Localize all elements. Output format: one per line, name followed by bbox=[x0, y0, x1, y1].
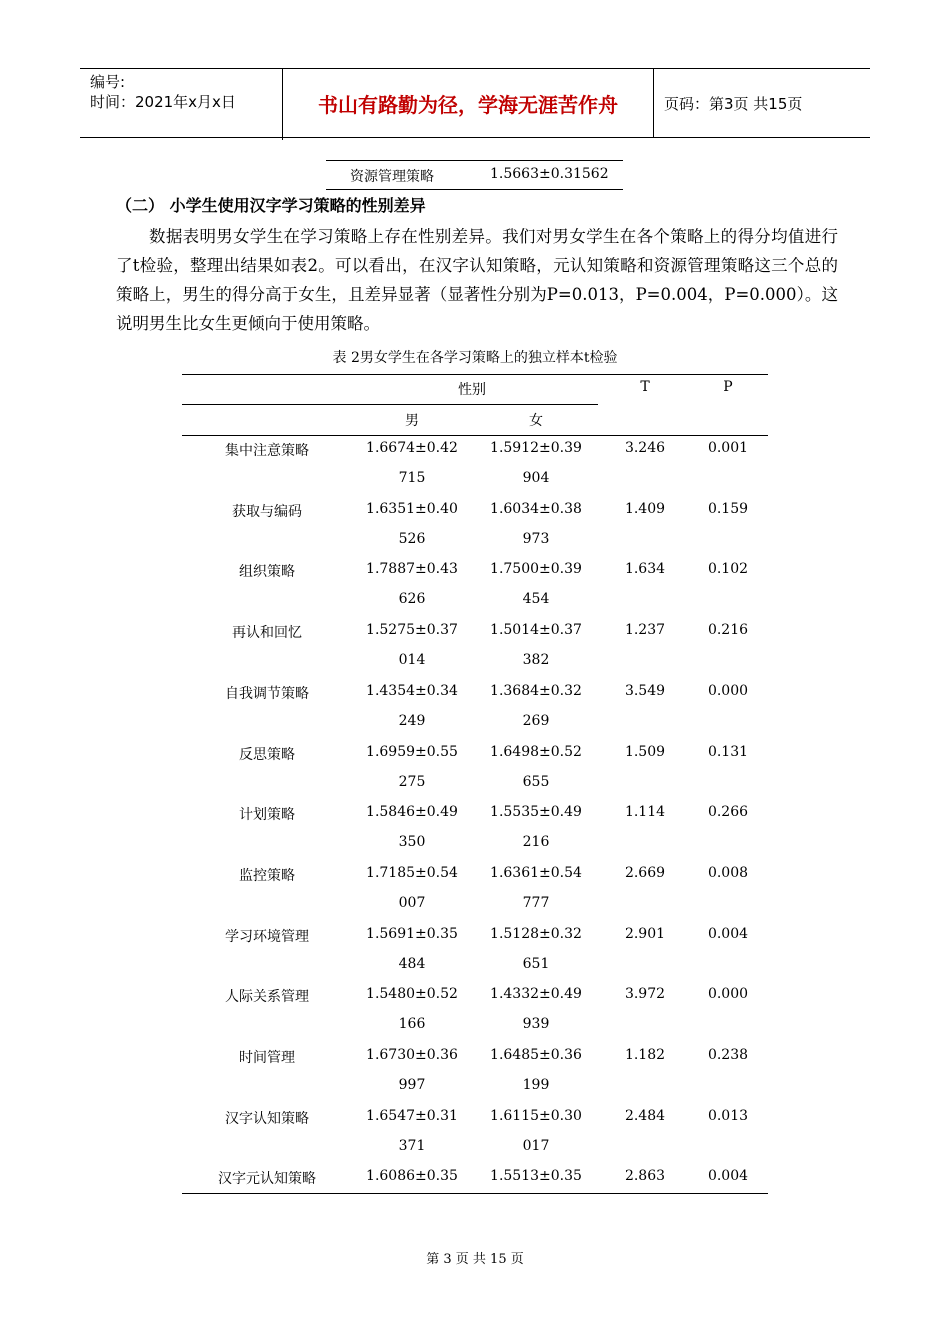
female-value-cont: 973 bbox=[522, 530, 550, 547]
table-top-rule bbox=[182, 374, 768, 375]
p-value: 0.013 bbox=[707, 1107, 749, 1124]
male-value-cont: 526 bbox=[398, 530, 426, 547]
p-value: 0.131 bbox=[707, 743, 749, 760]
p-value: 0.000 bbox=[707, 986, 749, 1003]
t-value: 1.237 bbox=[624, 622, 666, 639]
male-value: 1.6674±0.42 bbox=[366, 440, 458, 456]
female-value: 1.6498±0.52 bbox=[490, 743, 582, 760]
header-page-label: 页码：第3页 共15页 bbox=[664, 94, 803, 113]
row-name: 获取与编码 bbox=[232, 503, 302, 520]
row-name: 再认和回忆 bbox=[232, 625, 302, 642]
code-label: 编号: bbox=[90, 73, 126, 91]
female-value: 1.7500±0.39 bbox=[490, 561, 582, 578]
header-bottom-rule bbox=[182, 435, 768, 436]
female-value-cont: 382 bbox=[522, 652, 550, 669]
header-meta bbox=[80, 69, 283, 140]
t-value: 2.669 bbox=[624, 864, 666, 881]
female-value-cont: 651 bbox=[522, 955, 550, 972]
t-value: 1.634 bbox=[624, 561, 666, 578]
p-value: 0.159 bbox=[707, 500, 749, 517]
page-footer: 第 3 页 共 15 页 bbox=[426, 1252, 524, 1267]
section-title: （二） 小学生使用汉字学习策略的性别差异 bbox=[116, 196, 426, 215]
p-value: 0.266 bbox=[707, 804, 749, 821]
male-value: 1.4354±0.34 bbox=[366, 682, 458, 699]
female-value-cont: 017 bbox=[522, 1137, 550, 1154]
male-value-cont: 249 bbox=[398, 712, 426, 729]
t-value: 3.549 bbox=[624, 682, 666, 699]
female-value: 1.5128±0.32 bbox=[490, 925, 582, 942]
female-value: 1.5014±0.37 bbox=[490, 622, 582, 639]
p-value: 0.000 bbox=[707, 682, 749, 699]
t-test-table bbox=[182, 374, 768, 1194]
p-value: 0.216 bbox=[707, 622, 749, 639]
female-value-cont: 939 bbox=[522, 1016, 550, 1033]
male-value-cont: 166 bbox=[398, 1016, 426, 1033]
female-value: 1.3684±0.32 bbox=[490, 682, 582, 699]
male-value-cont: 350 bbox=[398, 834, 426, 851]
table-caption: 表 2男女学生在各学习策略上的独立样本t检验 bbox=[332, 350, 618, 366]
female-value: 1.4332±0.49 bbox=[490, 986, 582, 1003]
previous-table-row bbox=[326, 160, 623, 190]
male-value: 1.6351±0.40 bbox=[366, 500, 458, 517]
row-name: 集中注意策略 bbox=[225, 443, 309, 459]
male-value-cont: 484 bbox=[398, 955, 426, 972]
header-p: P bbox=[723, 379, 733, 395]
p-value: 0.238 bbox=[707, 1047, 749, 1063]
male-value-cont: 007 bbox=[398, 894, 426, 911]
row-name: 时间管理 bbox=[239, 1050, 295, 1066]
t-value: 3.246 bbox=[624, 440, 666, 456]
male-value: 1.5480±0.52 bbox=[366, 986, 458, 1003]
header-female: 女 bbox=[529, 413, 543, 429]
female-value: 1.5535±0.49 bbox=[490, 804, 582, 821]
row-name: 汉字元认知策略 bbox=[218, 1171, 316, 1188]
female-value-cont: 655 bbox=[522, 773, 550, 790]
female-value-cont: 199 bbox=[522, 1077, 550, 1093]
t-value: 2.484 bbox=[624, 1107, 666, 1124]
female-value: 1.5513±0.35 bbox=[490, 1168, 582, 1185]
header-t: T bbox=[640, 379, 650, 395]
male-value-cont: 626 bbox=[398, 591, 426, 608]
female-value: 1.5912±0.39 bbox=[490, 440, 582, 456]
male-value: 1.7887±0.43 bbox=[366, 561, 458, 578]
male-value: 1.6959±0.55 bbox=[366, 743, 458, 760]
male-value-cont: 275 bbox=[398, 773, 426, 790]
row-name: 学习环境管理 bbox=[225, 928, 309, 945]
body-paragraph: 数据表明男女学生在学习策略上存在性别差异。我们对男女学生在各个策略上的得分均值进行了t检验，整理出结果如表2。可以看出，在汉字认知策略，元认知策略和资源管理策略这三个总的策略上，男生的得分高于女生，且差异显著（显著性分别为P=0.013，P=0.004，P=0.000）。这说明男生比女生更倾向于使用策略。 bbox=[116, 227, 838, 333]
female-value: 1.6361±0.54 bbox=[490, 864, 582, 881]
male-value: 1.6547±0.31 bbox=[366, 1107, 458, 1124]
prev-row-name: 资源管理策略 bbox=[350, 169, 434, 185]
row-name: 监控策略 bbox=[239, 867, 295, 884]
t-value: 2.901 bbox=[624, 925, 666, 942]
female-value: 1.6115±0.30 bbox=[490, 1107, 582, 1124]
row-name: 汉字认知策略 bbox=[225, 1110, 309, 1127]
t-value: 2.863 bbox=[624, 1168, 666, 1185]
header-group-rule bbox=[182, 404, 598, 405]
female-value-cont: 777 bbox=[522, 894, 550, 911]
male-value: 1.5691±0.35 bbox=[366, 925, 458, 942]
male-value: 1.6086±0.35 bbox=[366, 1168, 458, 1185]
male-value-cont: 997 bbox=[398, 1077, 426, 1093]
row-name: 反思策略 bbox=[239, 746, 295, 763]
row-name: 组织策略 bbox=[239, 564, 295, 581]
header-male: 男 bbox=[405, 413, 419, 429]
female-value: 1.6034±0.38 bbox=[490, 500, 582, 517]
p-value: 0.004 bbox=[707, 1168, 749, 1185]
header-motto: 书山有路勤为径，学海无涯苦作舟 bbox=[283, 69, 654, 137]
header-gender: 性别 bbox=[458, 382, 486, 398]
male-value: 1.7185±0.54 bbox=[366, 864, 458, 881]
prev-row-value: 1.5663±0.31562 bbox=[490, 166, 609, 182]
t-value: 1.509 bbox=[624, 743, 666, 760]
t-value: 3.972 bbox=[624, 986, 666, 1003]
female-value-cont: 904 bbox=[522, 470, 550, 486]
p-value: 0.001 bbox=[707, 440, 749, 456]
p-value: 0.008 bbox=[707, 864, 749, 881]
t-value: 1.409 bbox=[624, 500, 666, 517]
male-value-cont: 371 bbox=[398, 1137, 426, 1154]
row-name: 计划策略 bbox=[239, 807, 295, 824]
male-value: 1.5275±0.37 bbox=[366, 622, 458, 639]
male-value-cont: 715 bbox=[398, 470, 426, 486]
male-value-cont: 014 bbox=[398, 652, 426, 669]
female-value-cont: 454 bbox=[522, 591, 550, 608]
page-header bbox=[80, 68, 870, 138]
row-name: 自我调节策略 bbox=[225, 685, 309, 702]
time-label: 时间：2021年x月x日 bbox=[90, 93, 236, 111]
female-value-cont: 216 bbox=[522, 834, 550, 851]
p-value: 0.102 bbox=[707, 561, 749, 578]
t-value: 1.114 bbox=[624, 804, 666, 821]
female-value: 1.6485±0.36 bbox=[490, 1047, 582, 1063]
male-value: 1.5846±0.49 bbox=[366, 804, 458, 821]
row-name: 人际关系管理 bbox=[225, 989, 309, 1006]
p-value: 0.004 bbox=[707, 925, 749, 942]
female-value-cont: 269 bbox=[522, 712, 550, 729]
male-value: 1.6730±0.36 bbox=[366, 1047, 458, 1063]
t-value: 1.182 bbox=[624, 1047, 666, 1063]
table-bottom-rule bbox=[182, 1193, 768, 1194]
